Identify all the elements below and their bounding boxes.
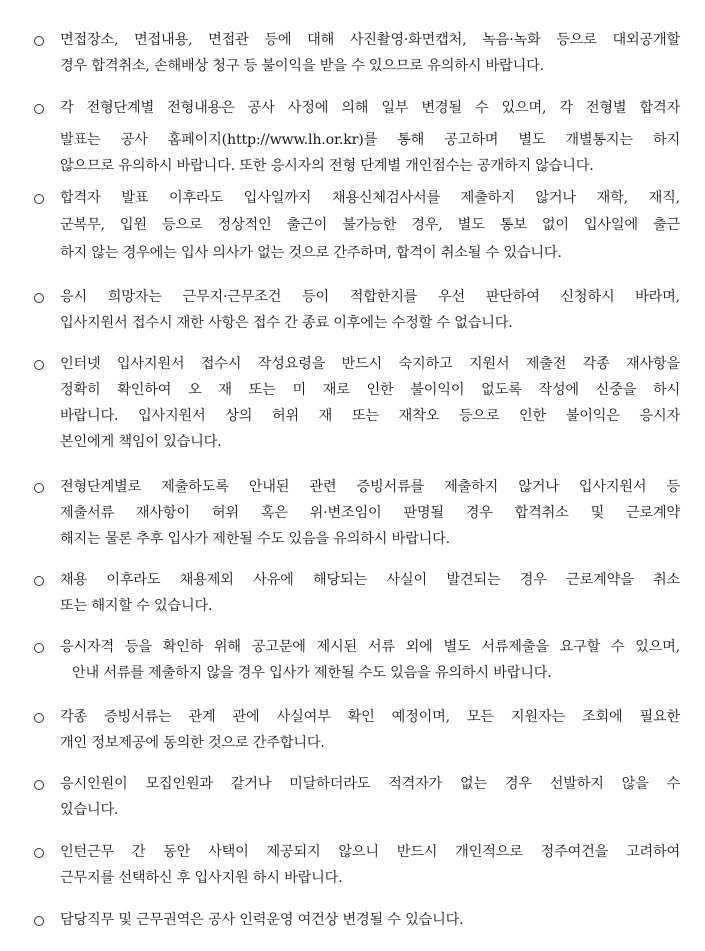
notice-line: 각 전형단계별 전형내용은 공사 사정에 의해 일부 변경될 수 있으며, 각 전형별 합격자 bbox=[60, 100, 680, 116]
notice-line: 경우 합격취소, 손해배상 청구 등 불이익을 받을 수 있으므로 유의하시 바랍니다. bbox=[60, 58, 544, 74]
notice-line: 않으므로 유의하시 바랍니다. 또한 응시자의 전형 단계별 개인점수는 공개하지 않습니다. bbox=[60, 158, 594, 174]
notice-line: 근무지를 선택하신 후 입사지원 하시 바랍니다. bbox=[60, 870, 343, 886]
bullet-circle-icon bbox=[34, 360, 44, 370]
notice-line: 정확히 확인하여 오 재 또는 미 재로 인한 불이익이 없도록 작성에 신중을 하시 bbox=[60, 382, 680, 398]
notice-line: 또는 해지할 수 있습니다. bbox=[60, 598, 213, 614]
notice-line: 합격자 발표 이후라도 입사일까지 채용신체검사서를 제출하지 않거나 재학, 재직, bbox=[60, 190, 680, 206]
notice-line: 하지 않는 경우에는 입사 의사가 없는 것으로 간주하며, 합격이 취소될 수 있습니다. bbox=[60, 245, 562, 261]
bullet-circle-icon bbox=[34, 713, 44, 723]
notice-line: 응시 희망자는 근무지·근무조건 등이 적합한지를 우선 판단하여 신청하시 바라며, bbox=[60, 289, 680, 305]
notice-line: 응시인원이 모집인원과 같거나 미달하더라도 적격자가 없는 경우 선발하지 않을 수 bbox=[60, 776, 680, 792]
bullet-circle-icon bbox=[34, 916, 44, 926]
bullet-circle-icon bbox=[34, 848, 44, 858]
notice-line: 입사지원서 접수시 재한 사항은 접수 간 종료 이후에는 수정할 수 없습니다. bbox=[60, 315, 513, 331]
notice-line: 인터넷 입사지원서 접수시 작성요령을 반드시 숙지하고 지원서 제출전 각종 재사항을 bbox=[60, 356, 680, 372]
notice-line: 전형단계별로 제출하도록 안내된 관련 증빙서류를 제출하지 않거나 입사지원서 등 bbox=[60, 479, 680, 495]
notice-line: 면접장소, 면접내용, 면접관 등에 대해 사진촬영·화면캡처, 녹음·녹화 등으로 대외공개할 bbox=[60, 32, 680, 48]
notice-line: 제출서류 재사항이 허위 혹은 위·변조임이 판명될 경우 합격취소 및 근로계약 bbox=[60, 505, 680, 521]
notice-line: 인턴근무 간 동안 사택이 제공되지 않으니 반드시 개인적으로 정주여건을 고려하여 bbox=[60, 844, 680, 860]
notice-line: 바랍니다. 입사지원서 상의 허위 재 또는 재착오 등으로 인한 불이익은 응시자 bbox=[60, 408, 680, 424]
bullet-circle-icon bbox=[34, 194, 44, 204]
bullet-circle-icon bbox=[34, 643, 44, 653]
notice-line: 채용 이후라도 채용제외 사유에 해당되는 사실이 발견되는 경우 근로계약을 취소 bbox=[60, 572, 680, 588]
notice-line: 안내 서류를 제출하지 않을 경우 입사가 제한될 수도 있음을 유의하시 바랍니다. bbox=[72, 665, 552, 681]
bullet-circle-icon bbox=[34, 293, 44, 303]
notice-line: 응시자격 등을 확인하 위해 공고문에 제시된 서류 외에 별도 서류제출을 요구할 수 있으며, bbox=[60, 639, 680, 655]
notice-line: 본인에게 책임이 있습니다. bbox=[60, 434, 222, 450]
bullet-circle-icon bbox=[34, 36, 44, 46]
notice-line: 있습니다. bbox=[60, 802, 119, 818]
bullet-circle-icon bbox=[34, 483, 44, 493]
bullet-circle-icon bbox=[34, 780, 44, 790]
notice-line: 담당직무 및 근무권역은 공사 인력운영 여건상 변경될 수 있습니다. bbox=[60, 912, 464, 928]
notice-line: 해지는 물론 추후 입사가 제한될 수도 있음을 유의하시 바랍니다. bbox=[60, 531, 450, 547]
notice-line: 각종 증빙서류는 관계 관에 사실여부 확인 예정이며, 모든 지원자는 조회에 필요한 bbox=[60, 709, 680, 725]
notice-line: 발표는 공사 홈페이지(http://www.lh.or.kr)를 통해 공고하며 별도 개별통지는 하지 bbox=[60, 132, 680, 148]
bullet-circle-icon bbox=[34, 104, 44, 114]
notice-line: 개인 정보제공에 동의한 것으로 간주합니다. bbox=[60, 735, 325, 751]
notice-line: 군복무, 입원 등으로 정상적인 출근이 불가능한 경우, 별도 통보 없이 입사일에 출근 bbox=[60, 217, 680, 233]
bullet-circle-icon bbox=[34, 576, 44, 586]
